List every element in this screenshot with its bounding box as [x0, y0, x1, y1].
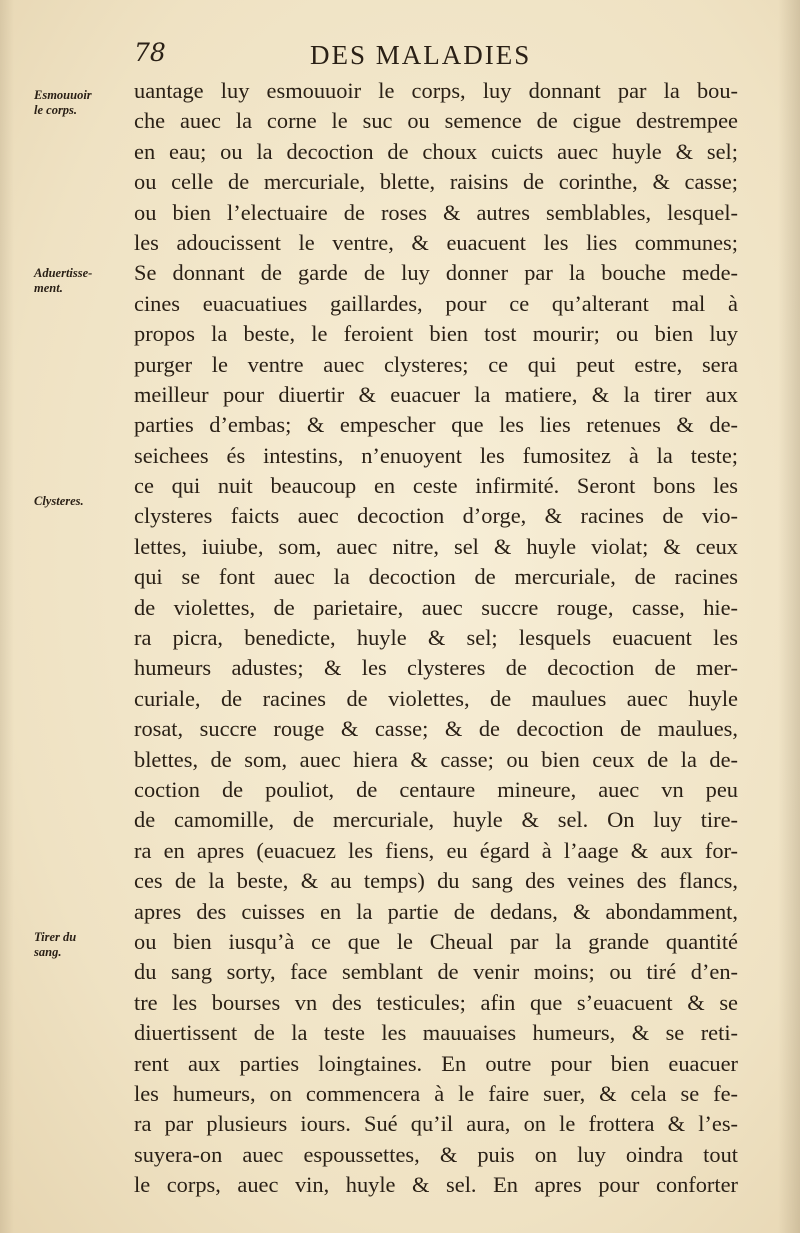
text-line: de violettes, de parietaire, auec succre rouge, casse, hie-	[134, 594, 738, 620]
page-edge-shadow	[778, 0, 800, 1233]
margin-note-aduertissement	[34, 266, 130, 296]
text-line: ce qui nuit beaucoup en ceste infirmité. Seront bons les	[134, 473, 738, 499]
text-line: meilleur pour diuertir & euacuer la matiere, & la tirer aux	[134, 381, 738, 407]
text-line: suyera-on auec espoussettes, & puis on luy oindra tout	[134, 1141, 738, 1167]
text-line: du sang sorty, face semblant de venir moins; ou tiré d’en-	[134, 959, 738, 985]
text-line: coction de pouliot, de centaure mineure, auec vn peu	[134, 776, 738, 802]
text-line: les humeurs, on commencera à le faire suer, & cela se fe-	[134, 1080, 738, 1106]
margin-note-tirer-du-sang	[34, 930, 130, 960]
text-line: cines euacuatiues gaillardes, pour ce qu’alterant mal à	[134, 290, 738, 316]
text-line: ces de la beste, & au temps) du sang des veines des flancs,	[134, 868, 738, 894]
text-line: ou bien iusqu’à ce que le Cheual par la grande quantité	[134, 928, 738, 954]
text-line: parties d’embas; & empescher que les lies retenues & de-	[134, 412, 738, 438]
text-line: ou bien l’electuaire de roses & autres semblables, lesquel-	[134, 199, 738, 225]
text-line: ra picra, benedicte, huyle & sel; lesquels euacuent les	[134, 625, 738, 651]
margin-note-line: Clysteres.	[34, 494, 84, 508]
text-line: che auec la corne le suc ou semence de cigue destrempee	[134, 108, 738, 134]
margin-note-line: Esmouuoir	[34, 88, 92, 102]
body-text	[134, 76, 738, 1200]
margin-note-line: sang.	[34, 945, 62, 959]
page-number: 78	[134, 38, 166, 67]
text-line: purger le ventre auec clysteres; ce qui peut estre, sera	[134, 351, 738, 377]
margin-note-line: le corps.	[34, 103, 78, 117]
text-line: curiale, de racines de violettes, de maulues auec huyle	[134, 685, 738, 711]
text-line: le corps, auec vin, huyle & sel. En apres pour conforter	[134, 1172, 738, 1198]
text-line: apres des cuisses en la partie de dedans, & abondamment,	[134, 898, 738, 924]
text-line: ra en apres (euacuez les fiens, eu égard à l’aage & aux for-	[134, 837, 738, 863]
text-line: rosat, succre rouge & casse; & de decoction de maulues,	[134, 716, 738, 742]
text-line: rent aux parties loingtaines. En outre pour bien euacuer	[134, 1050, 738, 1076]
text-line: tre les bourses vn des testicules; afin que s’euacuent & se	[134, 989, 738, 1015]
page-header	[134, 38, 734, 74]
text-line: en eau; ou la decoction de choux cuicts auec huyle & sel;	[134, 138, 738, 164]
text-line: les adoucissent le ventre, & euacuent les lies communes;	[134, 229, 738, 255]
margin-note-line: Tirer du	[34, 930, 77, 944]
text-line: clysteres faicts auec decoction d’orge, & racines de vio-	[134, 503, 738, 529]
margin-note-clysteres	[34, 494, 130, 509]
text-line: lettes, iuiube, som, auec nitre, sel & huyle violat; & ceux	[134, 533, 738, 559]
text-line: seichees és intestins, n’enuoyent les fumositez à la teste;	[134, 442, 738, 468]
text-line: Se donnant de garde de luy donner par la bouche mede-	[134, 260, 738, 286]
text-line: de camomille, de mercuriale, huyle & sel. On luy tire-	[134, 807, 738, 833]
margin-note-esmouuoir	[34, 88, 130, 118]
text-line: ra par plusieurs iours. Sué qu’il aura, on le frottera & l’es-	[134, 1111, 738, 1137]
margin-note-line: ment.	[34, 281, 63, 295]
text-line: diuertissent de la teste les mauuaises humeurs, & se reti-	[134, 1020, 738, 1046]
margin-note-line: Aduertisse-	[34, 266, 93, 280]
text-line: ou celle de mercuriale, blette, raisins de corinthe, & casse;	[134, 169, 738, 195]
text-line: propos la beste, le feroient bien tost mourir; ou bien luy	[134, 321, 738, 347]
text-line: humeurs adustes; & les clysteres de decoction de mer-	[134, 655, 738, 681]
text-line: qui se font auec la decoction de mercuriale, de racines	[134, 564, 738, 590]
page-gutter-shadow	[0, 0, 14, 1233]
text-line: blettes, de som, auec hiera & casse; ou bien ceux de la de-	[134, 746, 738, 772]
running-title: DES MALADIES	[310, 40, 532, 70]
text-line: uantage luy esmouuoir le corps, luy donnant par la bou-	[134, 78, 738, 103]
